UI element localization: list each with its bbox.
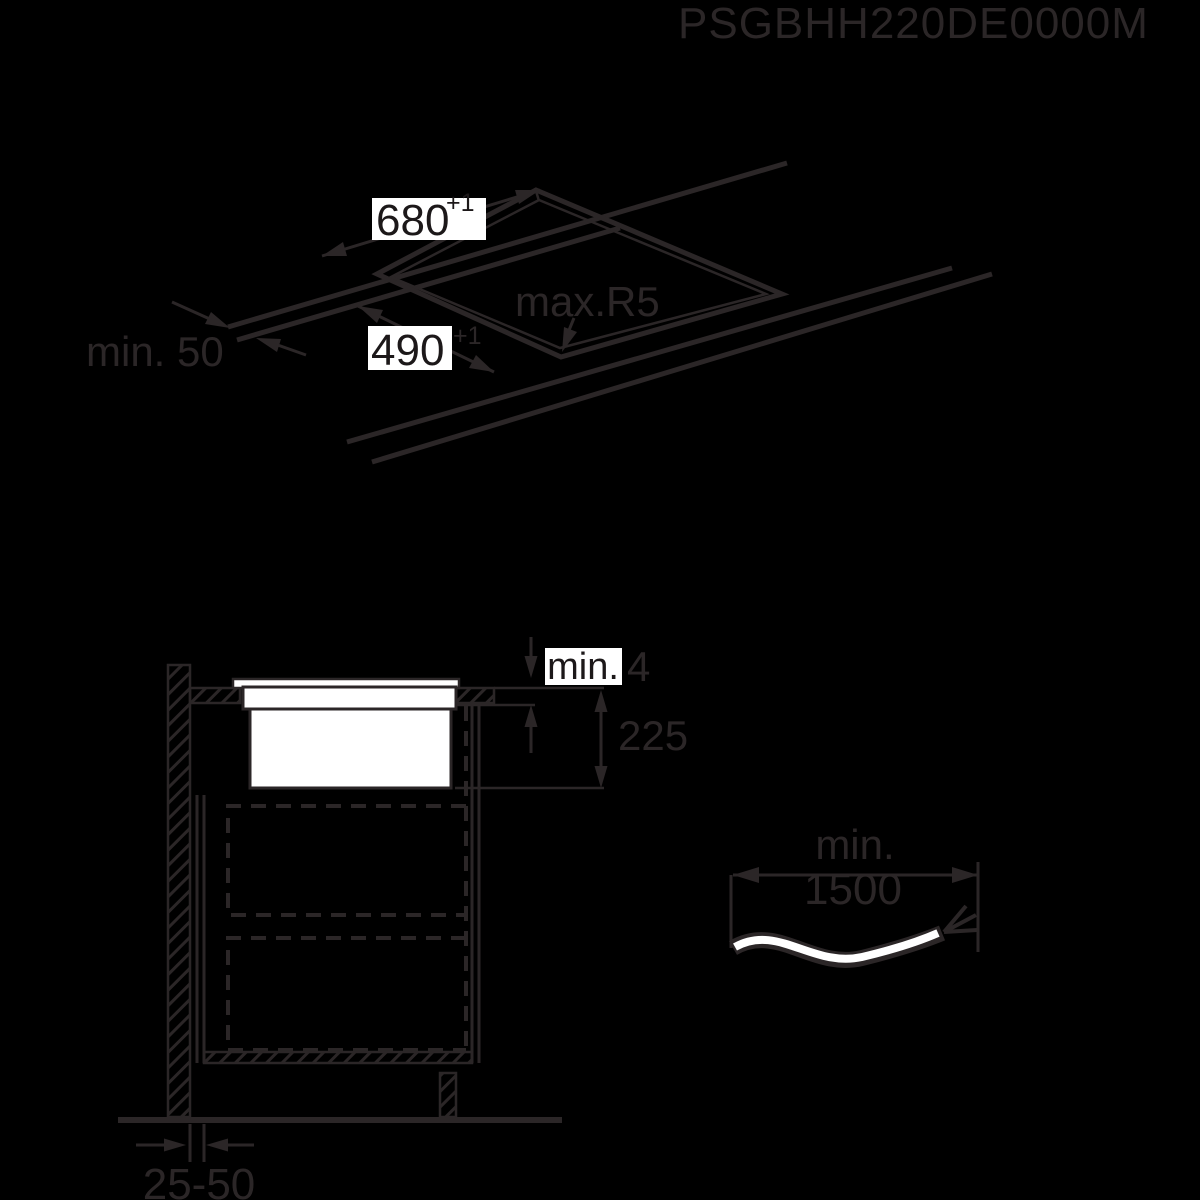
wall-section xyxy=(168,665,190,1117)
dim-225-arrowhead-top xyxy=(595,690,608,712)
cable-requirement xyxy=(731,821,978,960)
dim-cabinet-depth-225 xyxy=(595,690,689,788)
dim-680-value: 680 xyxy=(376,196,450,245)
counter-front-edge-line-2 xyxy=(372,274,992,462)
wall-clearance-arrow-upper-shaft xyxy=(172,302,212,320)
min4-up-arrow-head xyxy=(525,705,538,727)
dim-2550-left-head xyxy=(164,1139,186,1152)
cable-wire-strands xyxy=(944,906,977,932)
cable-dim-arrowhead-left xyxy=(733,867,759,883)
hob-flange xyxy=(243,687,456,709)
min4-value: 4 xyxy=(627,643,651,690)
drawer-outline-upper xyxy=(228,806,466,915)
cable-dim-arrowhead-right xyxy=(952,867,978,883)
dim-490-arrowhead-left xyxy=(358,306,383,323)
section-view xyxy=(118,637,688,1200)
wall-clearance-arrow-upper-head xyxy=(205,312,230,328)
cabinet-bottom-panel xyxy=(204,1052,472,1063)
counter-back-edge-line-1 xyxy=(228,163,787,327)
dim-490-value: 490 xyxy=(371,326,445,375)
drawer-outline-lower xyxy=(228,938,466,1050)
model-number: PSGBHH220DE0000M xyxy=(678,0,1149,48)
wall-clearance-arrow-lower-head xyxy=(256,338,281,352)
cable-strand-3 xyxy=(944,930,977,932)
cable-length-value: 1500 xyxy=(804,865,902,914)
dim-680-tolerance: +1 xyxy=(446,189,475,217)
cabinet-foot xyxy=(440,1073,456,1117)
hob-body xyxy=(250,709,451,788)
dim-225-value: 225 xyxy=(618,712,689,759)
min4-label: min. xyxy=(547,646,619,688)
dim-490-tolerance: +1 xyxy=(453,322,482,350)
dim-wall-gap-25-50 xyxy=(136,1124,255,1200)
dim-225-arrowhead-bottom xyxy=(595,766,608,788)
countertop-right-section xyxy=(456,688,494,703)
corner-radius-arrow-head xyxy=(562,327,577,352)
dim-2550-right-head xyxy=(206,1139,228,1152)
cable-min-label: min. xyxy=(815,821,895,868)
dim-490-arrowhead-right xyxy=(469,355,494,372)
countertop-left-section xyxy=(190,688,240,703)
corner-radius-label: max.R5 xyxy=(515,278,660,325)
dim-2550-value: 25-50 xyxy=(142,1160,256,1200)
dim-680-arrowhead-left xyxy=(322,242,347,256)
top-view xyxy=(86,163,992,462)
wall-clearance-label: min. 50 xyxy=(86,328,224,375)
min4-down-arrow-head xyxy=(525,656,538,678)
